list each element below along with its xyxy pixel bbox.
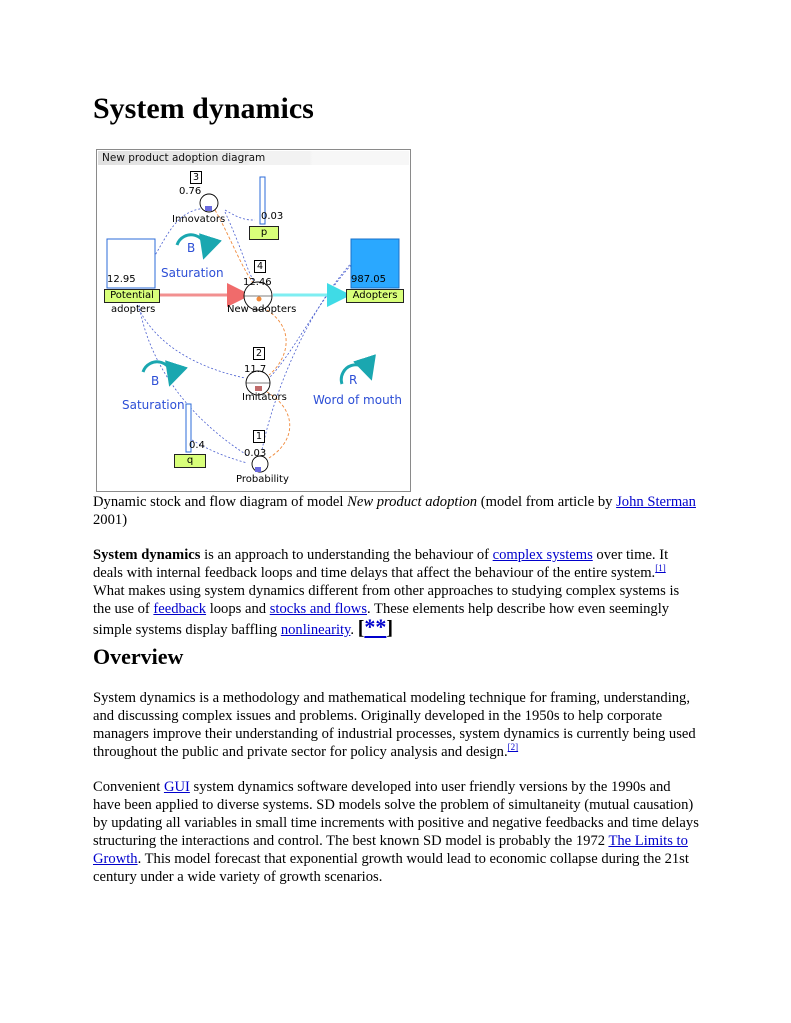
link-nonlinearity[interactable]: nonlinearity xyxy=(280,622,351,638)
imitators-value: 11.7 xyxy=(244,364,267,375)
link-complex-systems[interactable]: complex systems xyxy=(492,547,593,563)
loop-letter-b-top: B xyxy=(187,241,196,255)
q-value: 0.4 xyxy=(189,440,205,451)
overview-heading: Overview xyxy=(93,644,184,669)
potential-label: adopters xyxy=(111,304,156,315)
imitators-label: Imitators xyxy=(242,392,287,403)
probability-label: Probability xyxy=(236,474,289,485)
intro-text: loops and xyxy=(206,601,270,617)
page-title: System dynamics xyxy=(93,92,314,125)
overview-paragraph-2 xyxy=(93,778,699,886)
p-value: 0.03 xyxy=(261,211,284,222)
overview-text: System dynamics is a methodology and mathematical modeling technique for framing, understanding, and discussing complex issues and problems. Originally developed in the 1950s to help corporate managers improve their understanding of industrial processes, system dynamics is currently being used throughout the public and private sector for policy analysis and design. xyxy=(93,690,696,760)
caption-text: 2001) xyxy=(93,512,128,528)
intro-text: . These elements help describe how even seemingly simple systems display baffling xyxy=(93,601,670,638)
innovators-value: 0.76 xyxy=(179,186,202,197)
diagram-caption xyxy=(93,493,699,529)
stars-link[interactable]: ** xyxy=(364,614,387,639)
new-adopters-value: 12.46 xyxy=(243,277,272,288)
link-stocks-and-flows[interactable]: stocks and flows xyxy=(269,601,368,617)
overview-paragraph-1 xyxy=(93,689,699,761)
q-parameter: q xyxy=(174,454,206,468)
adopters-stock: Adopters xyxy=(346,289,404,303)
loop-letter-b-bottom: B xyxy=(151,374,160,388)
intro-text: What makes using system dynamics different from other approaches to studying complex systems is the use of xyxy=(93,583,680,617)
potential-adopters-stock: Potential xyxy=(104,289,160,303)
link-gui[interactable]: GUI xyxy=(163,779,190,795)
link-feedback[interactable]: feedback xyxy=(153,601,207,617)
citation-1[interactable]: [1] xyxy=(655,563,666,574)
intro-text: is an approach to understanding the behaviour of xyxy=(200,547,493,563)
node-number-3: 3 xyxy=(190,171,202,184)
diagram-window-title: New product adoption diagram xyxy=(98,151,409,165)
node-number-1: 1 xyxy=(253,430,265,443)
intro-text: . xyxy=(350,622,358,638)
caption-text: (model from article by xyxy=(477,494,617,510)
innovators-label: Innovators xyxy=(172,214,226,225)
stock-flow-diagram xyxy=(96,149,411,492)
caption-model-name: New product adoption xyxy=(347,494,478,510)
bracket-close: ] xyxy=(386,617,394,639)
probability-value: 0.03 xyxy=(244,448,267,459)
loop-label-saturation-bottom: Saturation xyxy=(122,398,185,412)
bracket-open: [ xyxy=(357,617,365,639)
intro-text: over time. It deals with internal feedback loops and time delays that affect the behaviour of the entire system. xyxy=(93,547,669,581)
new-adopters-label: New adopters xyxy=(227,304,297,315)
overview-text: . This model forecast that exponential growth would lead to economic collapse during the 21st century under a wide variety of growth scenarios. xyxy=(93,851,689,885)
loop-label-saturation-top: Saturation xyxy=(161,266,224,280)
link-limits-to-growth[interactable]: The Limits to Growth xyxy=(93,833,688,867)
overview-text: system dynamics software developed into user friendly versions by the 1990s and have been applied to diverse systems. SD models solve the problem of simultaneity (mutual causation) by updating all variables in small time increments with positive and negative feedbacks and time delays structuring the interactions and control. The best known SD model is probably the 1972 xyxy=(93,779,699,849)
p-parameter: p xyxy=(249,226,279,240)
node-number-2: 2 xyxy=(253,347,265,360)
adopters-value: 987.05 xyxy=(351,274,386,285)
loop-letter-r: R xyxy=(349,373,358,387)
intro-bold-term: System dynamics xyxy=(93,547,201,563)
loop-label-word-of-mouth: Word of mouth xyxy=(313,393,402,407)
intro-paragraph xyxy=(93,546,699,639)
potential-value: 12.95 xyxy=(107,274,136,285)
link-john-sterman[interactable]: John Sterman xyxy=(616,494,696,510)
overview-text: Convenient xyxy=(93,779,164,795)
citation-2[interactable]: [2] xyxy=(507,742,519,753)
node-number-4: 4 xyxy=(254,260,266,273)
caption-text: Dynamic stock and flow diagram of model xyxy=(93,494,348,510)
